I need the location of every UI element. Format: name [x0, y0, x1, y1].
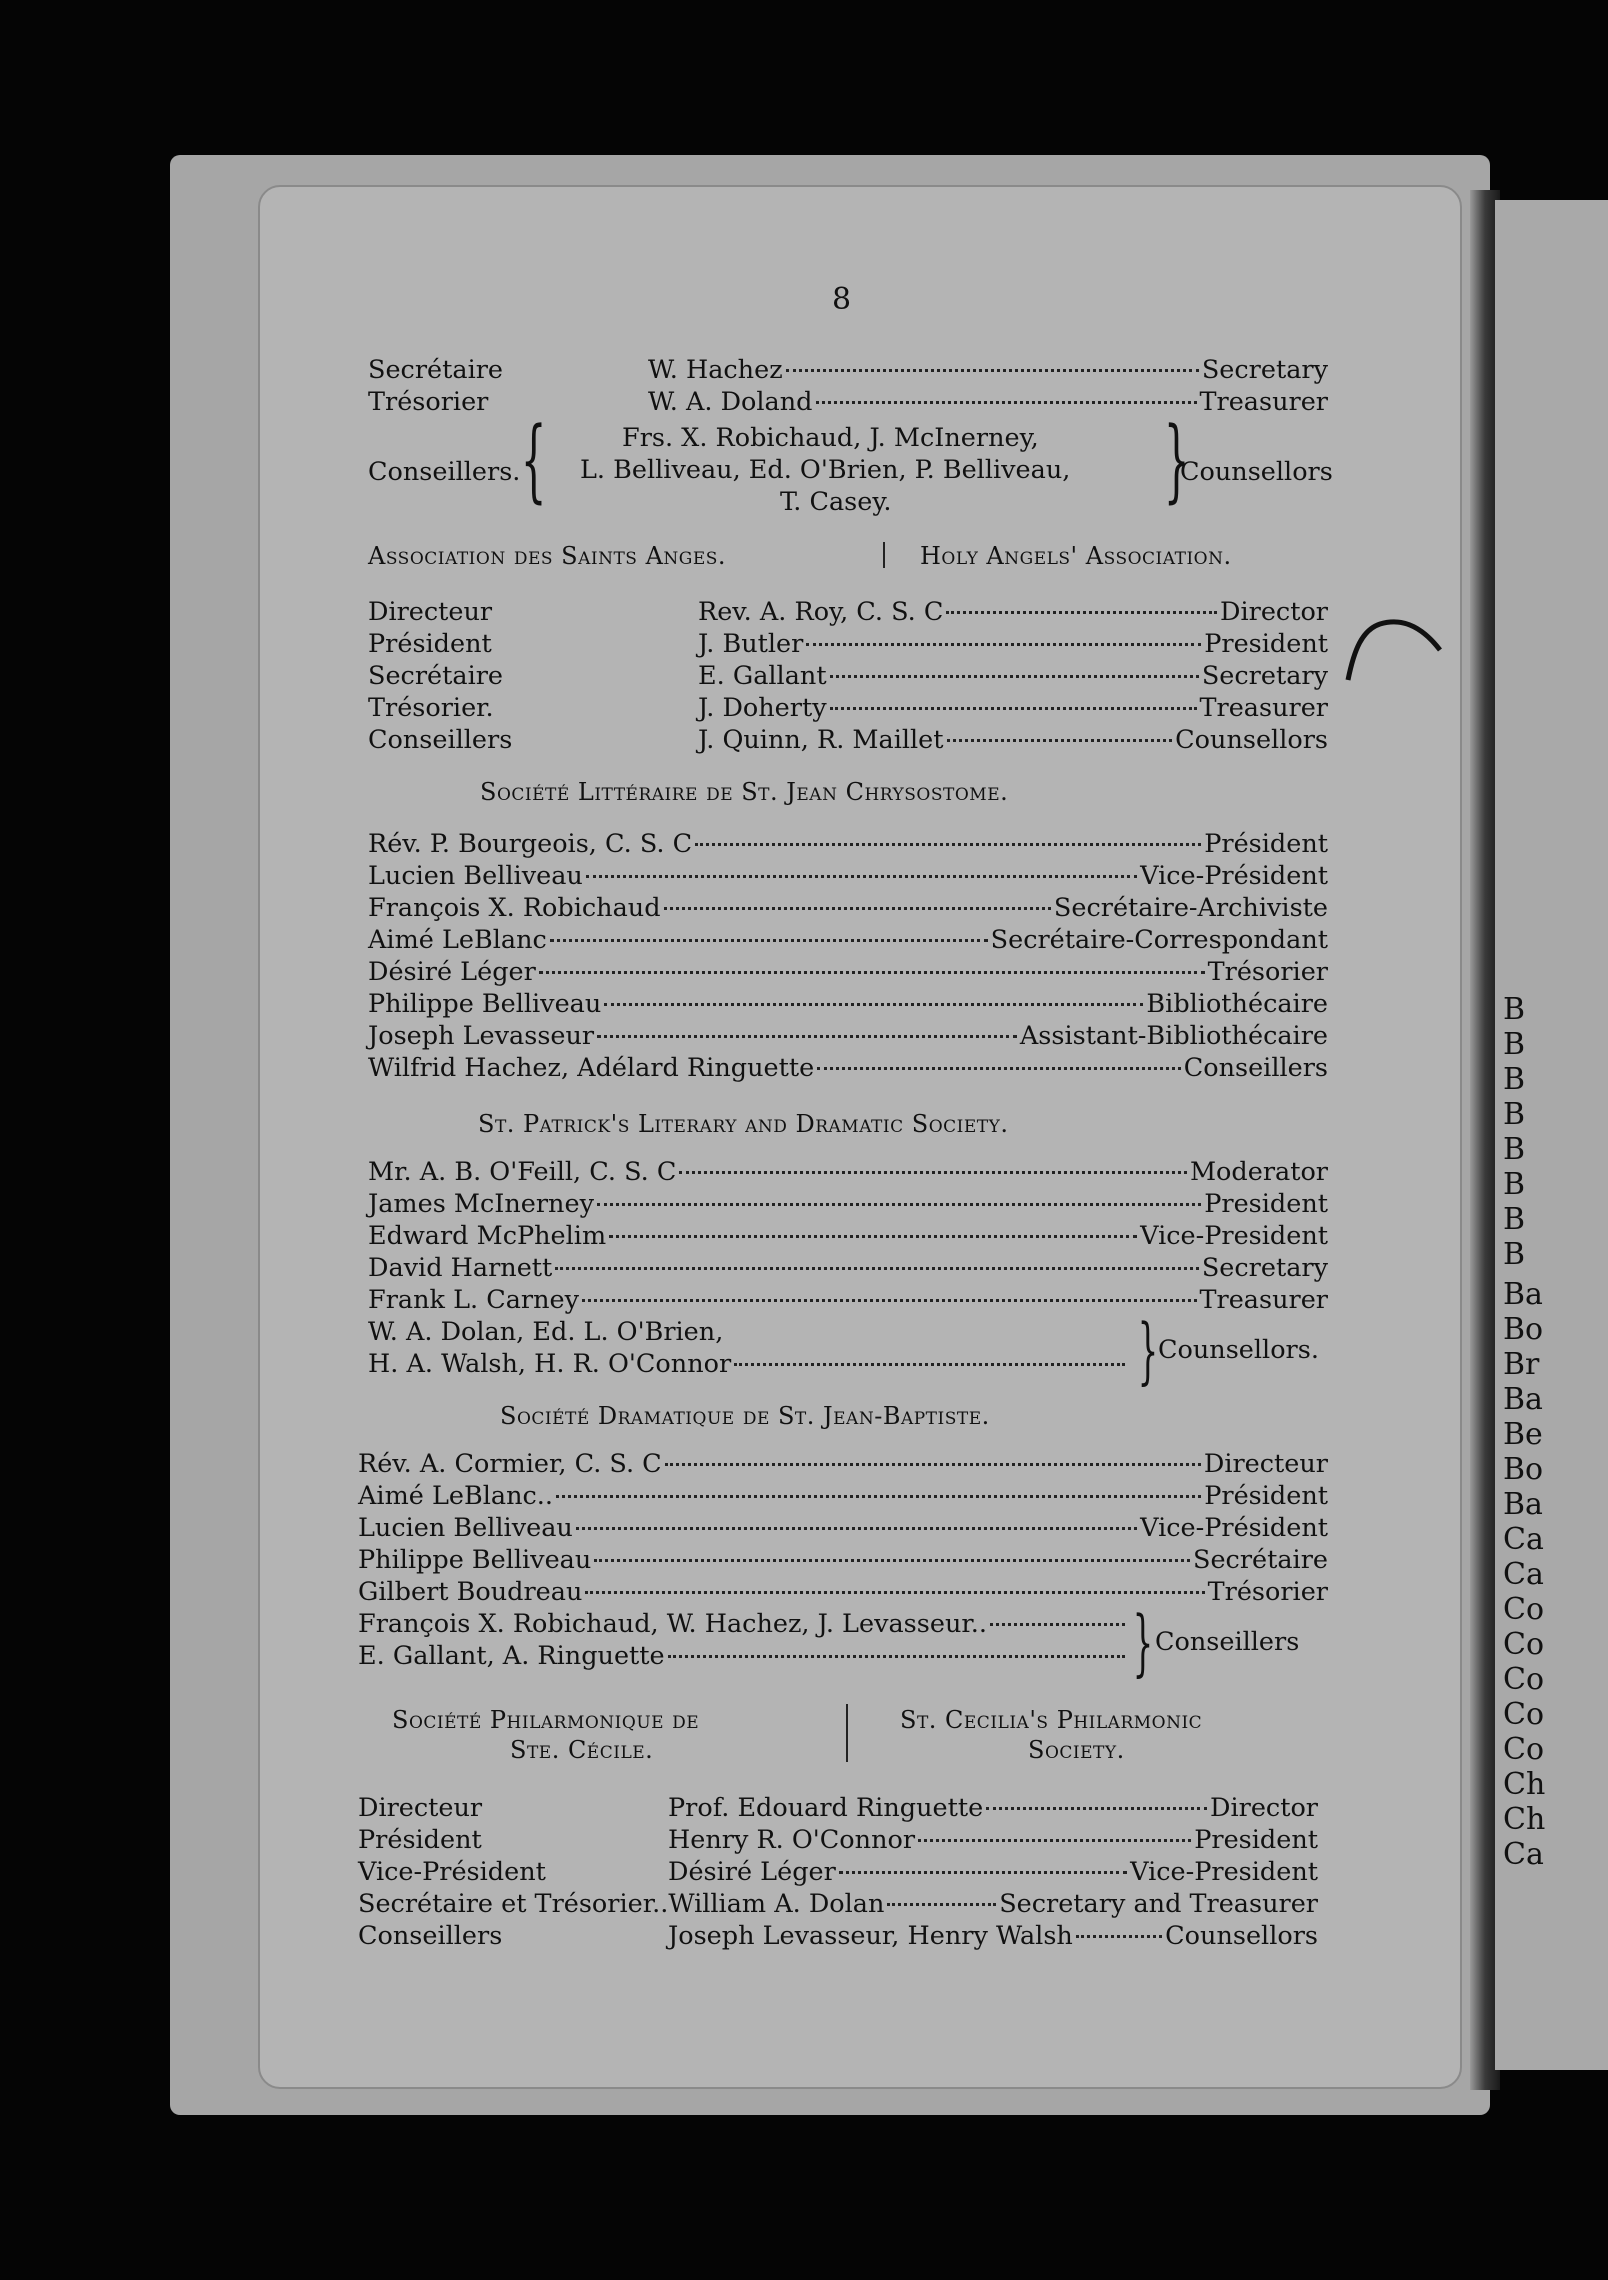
officer-name: Henry R. O'Connor	[668, 1825, 916, 1855]
member-name: Philippe Belliveau	[368, 989, 602, 1019]
member-name: Lucien Belliveau	[358, 1513, 573, 1543]
member-role: Vice-Président	[1140, 861, 1328, 891]
officer-name: Prof. Edouard Ringuette	[668, 1793, 984, 1823]
member-role: Secrétaire-Correspondant	[990, 925, 1328, 955]
member-role: Directeur	[1203, 1449, 1328, 1479]
member-role: Secrétaire-Archiviste	[1053, 893, 1328, 923]
edge-letter: Ca	[1503, 1522, 1544, 1557]
officer-name: J. Doherty	[698, 693, 827, 723]
officer-row	[358, 1480, 1328, 1512]
column-divider	[846, 1704, 848, 1762]
officer-title-en: Vice-President	[1130, 1857, 1318, 1887]
member-role: Secretary	[1201, 1253, 1328, 1283]
conseillers-line: Frs. X. Robichaud, J. McInerney,	[622, 423, 1039, 453]
edge-letter: Ch	[1503, 1767, 1546, 1802]
officer-title-fr: Président	[368, 629, 492, 659]
edge-letter: Bo	[1503, 1452, 1544, 1487]
member-role: Moderator	[1189, 1157, 1328, 1187]
member-name: Aimé LeBlanc..	[358, 1481, 553, 1511]
member-name: Wilfrid Hachez, Adélard Ringuette	[368, 1053, 815, 1083]
officer-title-fr: Directeur	[358, 1793, 483, 1823]
edge-letter: B	[1503, 1062, 1526, 1097]
officer-title-en: President	[1194, 1825, 1318, 1855]
officer-name: W. A. Doland	[648, 387, 813, 417]
edge-letter: Bo	[1503, 1312, 1544, 1347]
member-role: Trésorier	[1207, 1577, 1328, 1607]
officer-row	[358, 1824, 1318, 1856]
member-name: Frank L. Carney	[368, 1285, 580, 1315]
edge-letter: B	[1503, 1202, 1526, 1237]
edge-letter: Ca	[1503, 1837, 1544, 1872]
officer-name: Désiré Léger	[668, 1857, 836, 1887]
edge-letter: B	[1503, 992, 1526, 1027]
officer-title-en: President	[1204, 629, 1328, 659]
officer-title-en: Director	[1220, 597, 1328, 627]
officer-title-fr: Directeur	[368, 597, 493, 627]
edge-letter: Co	[1503, 1627, 1545, 1662]
member-name: Lucien Belliveau	[368, 861, 583, 891]
member-name: Aimé LeBlanc	[368, 925, 547, 955]
counsellor-row	[358, 1608, 1128, 1640]
section-heading: Ste. Cécile.	[510, 1736, 654, 1764]
member-role: Secrétaire	[1192, 1545, 1328, 1575]
conseillers-line: T. Casey.	[780, 487, 892, 517]
officer-title-en: Secretary and Treasurer	[999, 1889, 1318, 1919]
officer-row	[358, 1448, 1328, 1480]
officer-title-en: Secretary	[1201, 355, 1328, 385]
officer-title-fr: Vice-Président	[358, 1857, 546, 1887]
member-name: Edward McPhelim	[368, 1221, 607, 1251]
member-name: Gilbert Boudreau	[358, 1577, 583, 1607]
counsellors-label: Counsellors.	[1158, 1335, 1319, 1365]
officer-row	[358, 1920, 1318, 1952]
edge-letter: Co	[1503, 1592, 1545, 1627]
member-name: Mr. A. B. O'Feill, C. S. C	[368, 1157, 677, 1187]
page-number: 8	[832, 282, 852, 317]
counsellor-row	[358, 1640, 1128, 1672]
officer-title-fr: Secrétaire	[368, 355, 504, 385]
edge-letter: Ch	[1503, 1802, 1546, 1837]
officer-row	[368, 1284, 1328, 1316]
pencil-mark-icon	[1340, 610, 1450, 690]
officer-name: W. Hachez	[648, 355, 783, 385]
right-brace: }	[1137, 1308, 1159, 1392]
officer-name: J. Quinn, R. Maillet	[698, 725, 944, 755]
officer-title-en: Secretary	[1201, 661, 1328, 691]
edge-letter: B	[1503, 1237, 1526, 1272]
member-role: Assistant-Bibliothécaire	[1019, 1021, 1328, 1051]
officer-row	[368, 828, 1328, 860]
section-heading: St. Patrick's Literary and Dramatic Society.	[478, 1110, 1009, 1138]
officer-title-fr: Trésorier.	[368, 693, 494, 723]
edge-letter: Ba	[1503, 1487, 1543, 1522]
section-heading: Holy Angels' Association.	[920, 542, 1232, 570]
member-role: Président	[1204, 1481, 1328, 1511]
edge-letter: Be	[1503, 1417, 1543, 1452]
member-role: President	[1204, 1189, 1328, 1219]
officer-title-fr: Secrétaire et Trésorier..	[358, 1889, 669, 1919]
officer-name: E. Gallant	[698, 661, 827, 691]
edge-letter: Br	[1503, 1347, 1540, 1382]
member-name: Joseph Levasseur	[368, 1021, 595, 1051]
member-name: François X. Robichaud	[368, 893, 661, 923]
officer-row	[368, 860, 1328, 892]
officer-row	[368, 692, 1328, 724]
member-name: Rév. P. Bourgeois, C. S. C	[368, 829, 693, 859]
officer-row	[358, 1512, 1328, 1544]
officer-title-fr: Trésorier	[368, 387, 489, 417]
conseillers-label: Conseillers.	[368, 457, 521, 487]
member-name: Rév. A. Cormier, C. S. C	[358, 1449, 662, 1479]
officer-row	[368, 660, 1328, 692]
officer-title-en: Director	[1210, 1793, 1318, 1823]
officer-row	[368, 988, 1328, 1020]
officer-row	[358, 1544, 1328, 1576]
officer-title-fr: Secrétaire	[368, 661, 504, 691]
conseillers-line: L. Belliveau, Ed. O'Brien, P. Belliveau,	[580, 455, 1071, 485]
member-name: W. A. Dolan, Ed. L. O'Brien,	[368, 1317, 724, 1347]
edge-letter: Co	[1503, 1732, 1545, 1767]
officer-row	[368, 1252, 1328, 1284]
member-role: Vice-President	[1140, 1221, 1328, 1251]
officer-row	[358, 1888, 1318, 1920]
officer-title-en: Counsellors	[1165, 1921, 1318, 1951]
member-role: Conseillers	[1183, 1053, 1328, 1083]
right-brace: }	[1132, 1600, 1154, 1684]
member-role: Bibliothécaire	[1146, 989, 1328, 1019]
member-name: David Harnett	[368, 1253, 553, 1283]
officer-row	[368, 596, 1328, 628]
right-brace: }	[1163, 408, 1190, 513]
member-role: Vice-Président	[1140, 1513, 1328, 1543]
officer-row	[358, 1856, 1318, 1888]
officer-row	[368, 1188, 1328, 1220]
edge-letter: B	[1503, 1097, 1526, 1132]
officer-title-en: Treasurer	[1199, 693, 1328, 723]
member-role: Treasurer	[1199, 1285, 1328, 1315]
section-heading: Société Philarmonique de	[392, 1706, 700, 1734]
officer-title-en: Treasurer	[1199, 387, 1328, 417]
member-name: Désiré Léger	[368, 957, 536, 987]
section-heading: St. Cecilia's Philarmonic	[900, 1706, 1203, 1734]
counsellor-row	[368, 1348, 1128, 1380]
edge-letter: Ba	[1503, 1277, 1543, 1312]
conseillers-label: Conseillers	[1155, 1627, 1300, 1657]
member-role: Président	[1204, 829, 1328, 859]
counsellors-label: Counsellors	[1180, 457, 1333, 487]
officer-title-fr: Président	[358, 1825, 482, 1855]
officer-name: Joseph Levasseur, Henry Walsh	[668, 1921, 1073, 1951]
officer-row	[368, 628, 1328, 660]
column-divider	[883, 542, 885, 568]
facing-page-edge	[1495, 200, 1608, 2070]
counsellor-row	[368, 1316, 1128, 1348]
edge-letter: B	[1503, 1167, 1526, 1202]
edge-letter: B	[1503, 1027, 1526, 1062]
edge-letter: Co	[1503, 1662, 1545, 1697]
officer-row	[368, 724, 1328, 756]
left-brace: {	[520, 408, 547, 513]
officer-row	[368, 892, 1328, 924]
member-name: H. A. Walsh, H. R. O'Connor	[368, 1349, 732, 1379]
edge-letter: Co	[1503, 1697, 1545, 1732]
section-heading: Society.	[1028, 1736, 1125, 1764]
section-heading: Association des Saints Anges.	[368, 542, 727, 570]
officer-row	[368, 1156, 1328, 1188]
officer-row	[368, 354, 1328, 386]
member-name: François X. Robichaud, W. Hachez, J. Levasseur..	[358, 1609, 987, 1639]
officer-row	[358, 1792, 1318, 1824]
officer-name: William A. Dolan	[668, 1889, 885, 1919]
officer-title-fr: Conseillers	[358, 1921, 503, 1951]
officer-row	[358, 1576, 1328, 1608]
edge-letter: Ba	[1503, 1382, 1543, 1417]
officer-row	[368, 1052, 1328, 1084]
member-role: Trésorier	[1207, 957, 1328, 987]
officer-name: J. Butler	[698, 629, 804, 659]
officer-name: Rev. A. Roy, C. S. C	[698, 597, 944, 627]
member-name: Philippe Belliveau	[358, 1545, 592, 1575]
officer-title-en: Counsellors	[1175, 725, 1328, 755]
officer-row	[368, 1220, 1328, 1252]
member-name: James McInerney	[368, 1189, 594, 1219]
section-heading: Société Littéraire de St. Jean Chrysostome.	[480, 778, 1009, 806]
edge-letter: B	[1503, 1132, 1526, 1167]
officer-row	[368, 1020, 1328, 1052]
officer-row	[368, 956, 1328, 988]
edge-letter: Ca	[1503, 1557, 1544, 1592]
officer-row	[368, 924, 1328, 956]
section-heading: Société Dramatique de St. Jean-Baptiste.	[500, 1402, 990, 1430]
officer-title-fr: Conseillers	[368, 725, 513, 755]
member-name: E. Gallant, A. Ringuette	[358, 1641, 665, 1671]
